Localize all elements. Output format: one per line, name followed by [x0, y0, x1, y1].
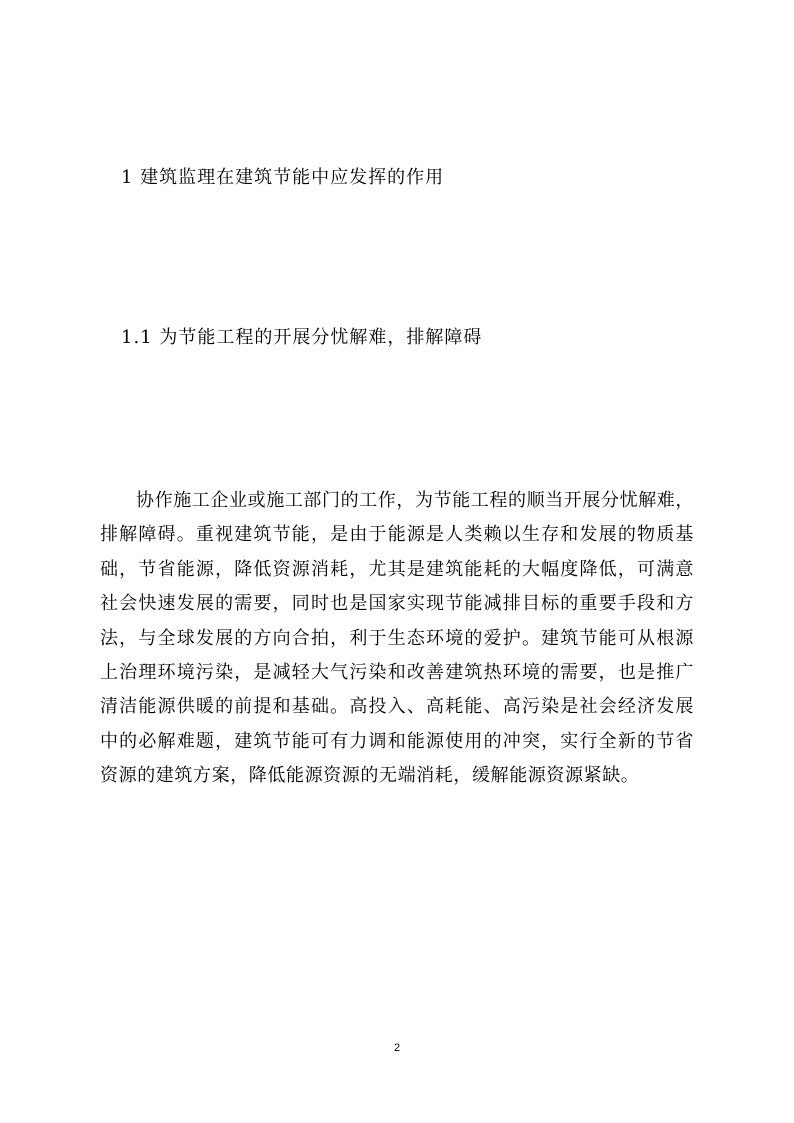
section-heading-1-1: 1.1 为节能工程的开展分忧解难，排解障碍 [121, 327, 483, 348]
section-heading-1: 1 建筑监理在建筑节能中应发挥的作用 [121, 167, 445, 188]
body-paragraph: 协作施工企业或施工部门的工作，为节能工程的顺当开展分忧解难，排解障碍。重视建筑节能，是由于能源是人类赖以生存和发展的物质基础，节省能源，降低资源消耗，尤其是建筑能耗的大幅度降低，可满意社会快速发展的需要，同时也是国家实现节能减排目标的重要手段和方法，与全球发展的方向合拍，利于生态环境的爱护。建筑节能可从根源上治理环境污染，是减轻大气污染和改善建筑热环境的需要，也是推广清洁能源供暖的前提和基础。高投入、高耗能、高污染是社会经济发展中的必解难题，建筑节能可有力调和能源使用的冲突，实行全新的节省资源的建筑方案，降低能源资源的无端消耗，缓解能源资源紧缺。 [100, 490, 694, 787]
page-number: 2 [393, 1042, 401, 1054]
